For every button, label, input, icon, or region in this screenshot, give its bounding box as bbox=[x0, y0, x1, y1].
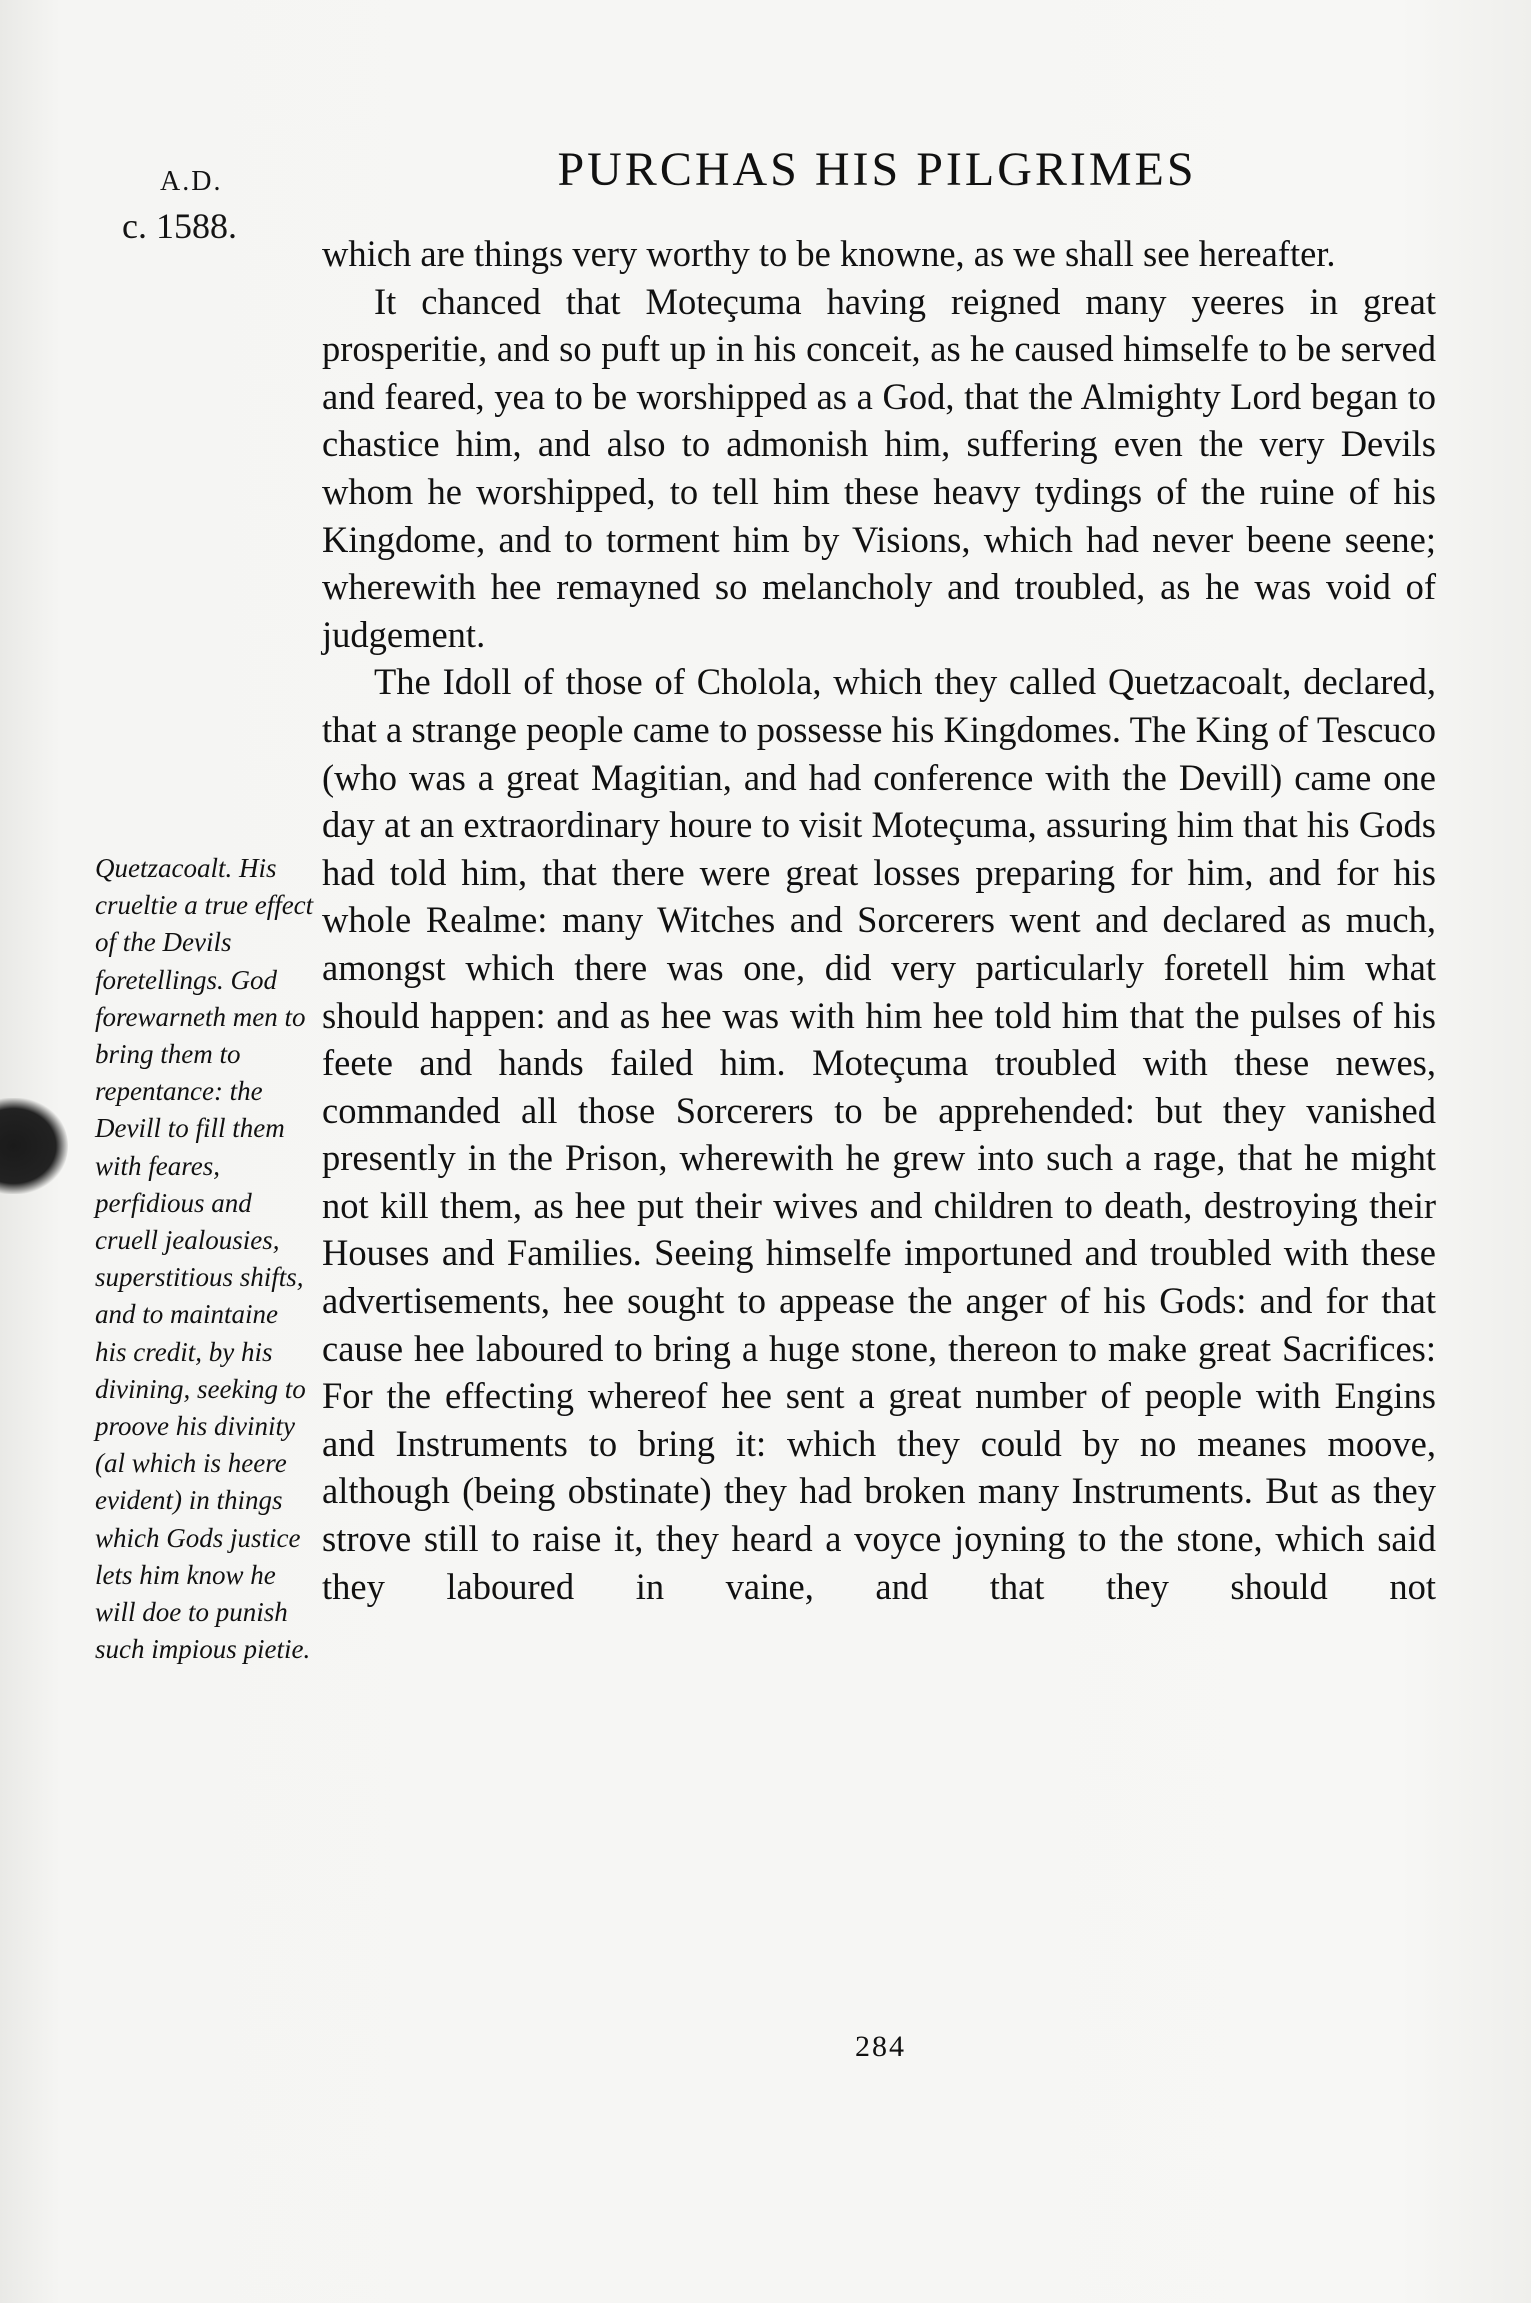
paragraph-3: The Idoll of those of Cholola, which they called Quetzacoalt, declared, that a strange people came to possesse his Kingdomes. The King of Tescuco (who was a great Magitian, and had conference with the Devill) came one day at an extraordinary houre to visit Moteçuma, assuring him that his Gods had told him, that there were great losses preparing for him, and for his whole Realme: many Witches and Sorcerers went and declared as much, amongst which there was one, did very particularly foretell him what should happen: and as hee was with him hee told him that the pulses of his feete and hands failed him. Moteçuma troubled with these newes, commanded all those Sorcerers to be apprehended: but they vanished presently in the Prison, wherewith he grew into such a rage, that he might not kill them, as hee put their wives and children to death, destroying their Houses and Families. Seeing himselfe importuned and troubled with these advertisements, hee sought to appease the anger of his Gods: and for that cause hee laboured to bring a huge stone, thereon to make great Sacrifices: For the effecting whereof hee sent a great number of people with Engins and Instruments to bring it: which they could by no meanes moove, although (being obstinate) they had broken many Instruments. But as they strove still to raise it, they heard a voyce joyning to the stone, which said they laboured in vaine, and that they should not bbox=[322, 661, 1436, 1607]
date-margin bbox=[122, 162, 282, 246]
thumb-shadow bbox=[0, 1098, 68, 1194]
page-number: 284 bbox=[855, 2030, 906, 2063]
date-era: A.D. bbox=[160, 166, 223, 197]
date-year: c. 1588. bbox=[122, 206, 237, 246]
body-text bbox=[322, 230, 1436, 1610]
paragraph-2: It chanced that Moteçuma having reigned many yeeres in great prosperitie, and so puft up in his conceit, as he caused himselfe to be served and feared, yea to be worshipped as a God, that the Almighty Lord began to chastice him, and also to admonish him, suffering even the very Devils whom he worshipped, to tell him these heavy tydings of the ruine of his Kingdome, and to torment him by Visions, which had never beene seene; wherewith hee remayned so melancholy and troubled, as he was void of judgement. bbox=[322, 280, 1436, 655]
running-title: PURCHAS HIS PILGRIMES bbox=[557, 143, 1197, 196]
paragraph-1: which are things very worthy to be knowne, as we shall see hereafter. bbox=[322, 233, 1336, 274]
marginal-note: Quetzacoalt. His crueltie a true effect of the Devils foretellings. God forewarneth men to bring them to repentance: the Devill to fill them with feares, perfidious and cruell jealousies, superstitious shifts, and to maintaine his credit, by his divining, seeking to proove his divinity (al which is heere evident) in things which Gods justice lets him know he will doe to punish such impious pietie. bbox=[95, 853, 314, 1665]
